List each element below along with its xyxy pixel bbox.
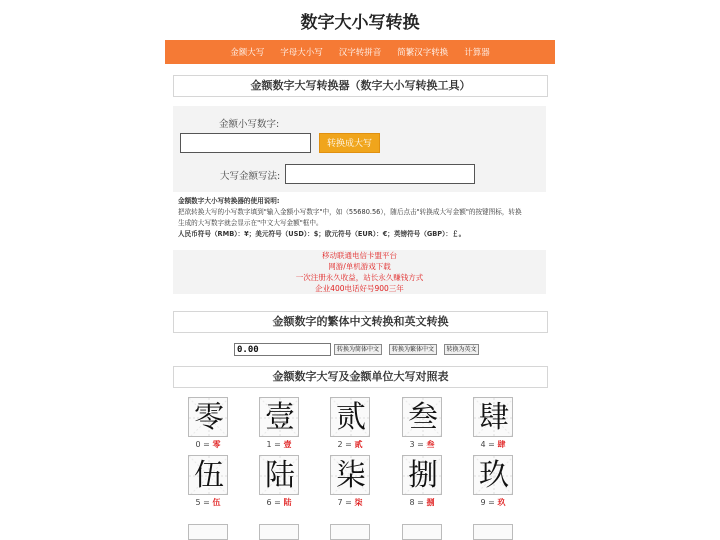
convert-english-button[interactable]: 转换为英文: [444, 344, 479, 355]
nav-item-letter-case[interactable]: 字母大小写: [280, 48, 323, 58]
digit-number: 2 =: [337, 440, 355, 449]
digit-glyph-cell: [188, 397, 228, 437]
digit-glyph-cell: [473, 397, 513, 437]
digit-uppercase-char: 陆: [283, 498, 292, 507]
digit-glyph-cell: [473, 455, 513, 495]
digit-glyph-cell: [330, 524, 370, 540]
digit-glyph: 玖: [479, 458, 509, 493]
digit-glyph: 贰: [336, 400, 366, 435]
digit-glyph: 捌: [408, 458, 438, 493]
digit-glyph: 肆: [479, 400, 509, 435]
digit-caption: [327, 497, 373, 508]
big-amount-output[interactable]: [285, 164, 475, 184]
digit-number: 7 =: [337, 498, 355, 507]
digit-number: 0 =: [195, 440, 213, 449]
digit-uppercase-char: 肆: [497, 440, 506, 449]
traditional-heading: 金额数字的繁体中文转换和英文转换: [173, 311, 548, 333]
ad-link-game-download[interactable]: 网游/单机游戏下载: [328, 262, 391, 271]
digit-uppercase-char: 贰: [354, 440, 363, 449]
digit-glyph-cell: [473, 524, 513, 540]
digit-caption: [399, 439, 445, 450]
convert-simplified-button[interactable]: 转换为简体中文: [334, 344, 382, 355]
digit-number: 3 =: [409, 440, 427, 449]
digit-number: 9 =: [480, 498, 498, 507]
digit-glyph-cell: [259, 524, 299, 540]
digit-glyph: 柒: [336, 458, 366, 493]
ad-link-phone-number[interactable]: 企业400电话好号900三年: [315, 284, 404, 293]
digit-glyph-cell: [402, 455, 442, 495]
convert-traditional-button[interactable]: 转换为繁体中文: [389, 344, 437, 355]
main-nav: [165, 40, 555, 64]
digit-glyph-cell: [330, 455, 370, 495]
digit-caption: [185, 439, 231, 450]
digit-caption: [185, 497, 231, 508]
digit-uppercase-char: 捌: [426, 498, 435, 507]
digit-caption: [256, 497, 302, 508]
usage-currency-symbols: 人民币符号（RMB）：¥；美元符号（USD）：$；欧元符号（EUR）：€；英镑符号（GBP）：￡。: [178, 230, 466, 238]
digit-uppercase-char: 壹: [283, 440, 292, 449]
ad-link-earnings[interactable]: 一次注册永久收益，站长永久赚钱方式: [295, 273, 424, 282]
usage-line-2: 生成的大写数字就会显示在"中文大写金额"框中。: [178, 219, 323, 227]
digit-uppercase-char: 柒: [354, 498, 363, 507]
usage-line-1: 把欲转换大写的小写数字填到"输入金额小写数字"中，如（55680.56），随后点击"转换成大写金额"的按键图标，转换: [178, 208, 522, 216]
small-amount-label: 金额小写数字:: [219, 119, 280, 130]
digit-number: 6 =: [266, 498, 284, 507]
digit-uppercase-char: 叁: [426, 440, 435, 449]
digit-caption: [327, 439, 373, 450]
page-title: 数字大小写转换: [300, 13, 420, 33]
digit-uppercase-char: 玖: [497, 498, 506, 507]
small-amount-input[interactable]: [180, 133, 311, 153]
convert-to-uppercase-button[interactable]: 转换成大写: [319, 133, 380, 153]
digit-number: 5 =: [195, 498, 213, 507]
digit-caption: [470, 497, 516, 508]
digit-number: 8 =: [409, 498, 427, 507]
digit-glyph: 零: [194, 400, 224, 435]
nav-item-pinyin[interactable]: 汉字转拼音: [338, 48, 382, 58]
ad-link-card-platform[interactable]: 移动联通电信卡盟平台: [322, 251, 397, 260]
digit-glyph-cell: [259, 455, 299, 495]
ad-panel: [173, 250, 546, 294]
digit-glyph-cell: [188, 524, 228, 540]
digit-glyph: 伍: [194, 458, 224, 493]
table-heading: 金额数字大写及金额单位大写对照表: [173, 366, 548, 388]
digit-glyph-cell: [188, 455, 228, 495]
usage-title: 金额数字大小写转换器的使用说明:: [178, 197, 280, 205]
digit-glyph-cell: [402, 524, 442, 540]
amount-input[interactable]: 0.00: [234, 343, 331, 356]
nav-item-calculator[interactable]: 计算器: [464, 48, 490, 58]
digit-glyph-cell: [259, 397, 299, 437]
digit-number: 4 =: [480, 440, 498, 449]
digit-glyph: 叁: [408, 400, 438, 435]
digit-number: 1 =: [266, 440, 284, 449]
digit-caption: [470, 439, 516, 450]
digit-glyph: 壹: [265, 400, 295, 435]
digit-glyph: 陆: [265, 458, 295, 493]
digit-caption: [399, 497, 445, 508]
nav-item-simplified-traditional[interactable]: 简繁汉字转换: [397, 48, 449, 58]
converter-heading: 金额数字大写转换器（数字大小写转换工具）: [173, 75, 548, 97]
digit-uppercase-char: 零: [212, 440, 221, 449]
digit-glyph-cell: [402, 397, 442, 437]
digit-glyph-cell: [330, 397, 370, 437]
digit-caption: [256, 439, 302, 450]
big-amount-label: 大写金额写法:: [220, 171, 281, 182]
digit-uppercase-char: 伍: [212, 498, 221, 507]
nav-item-amount-uppercase[interactable]: 金额大写: [230, 48, 265, 58]
usage-instructions: [178, 196, 543, 240]
